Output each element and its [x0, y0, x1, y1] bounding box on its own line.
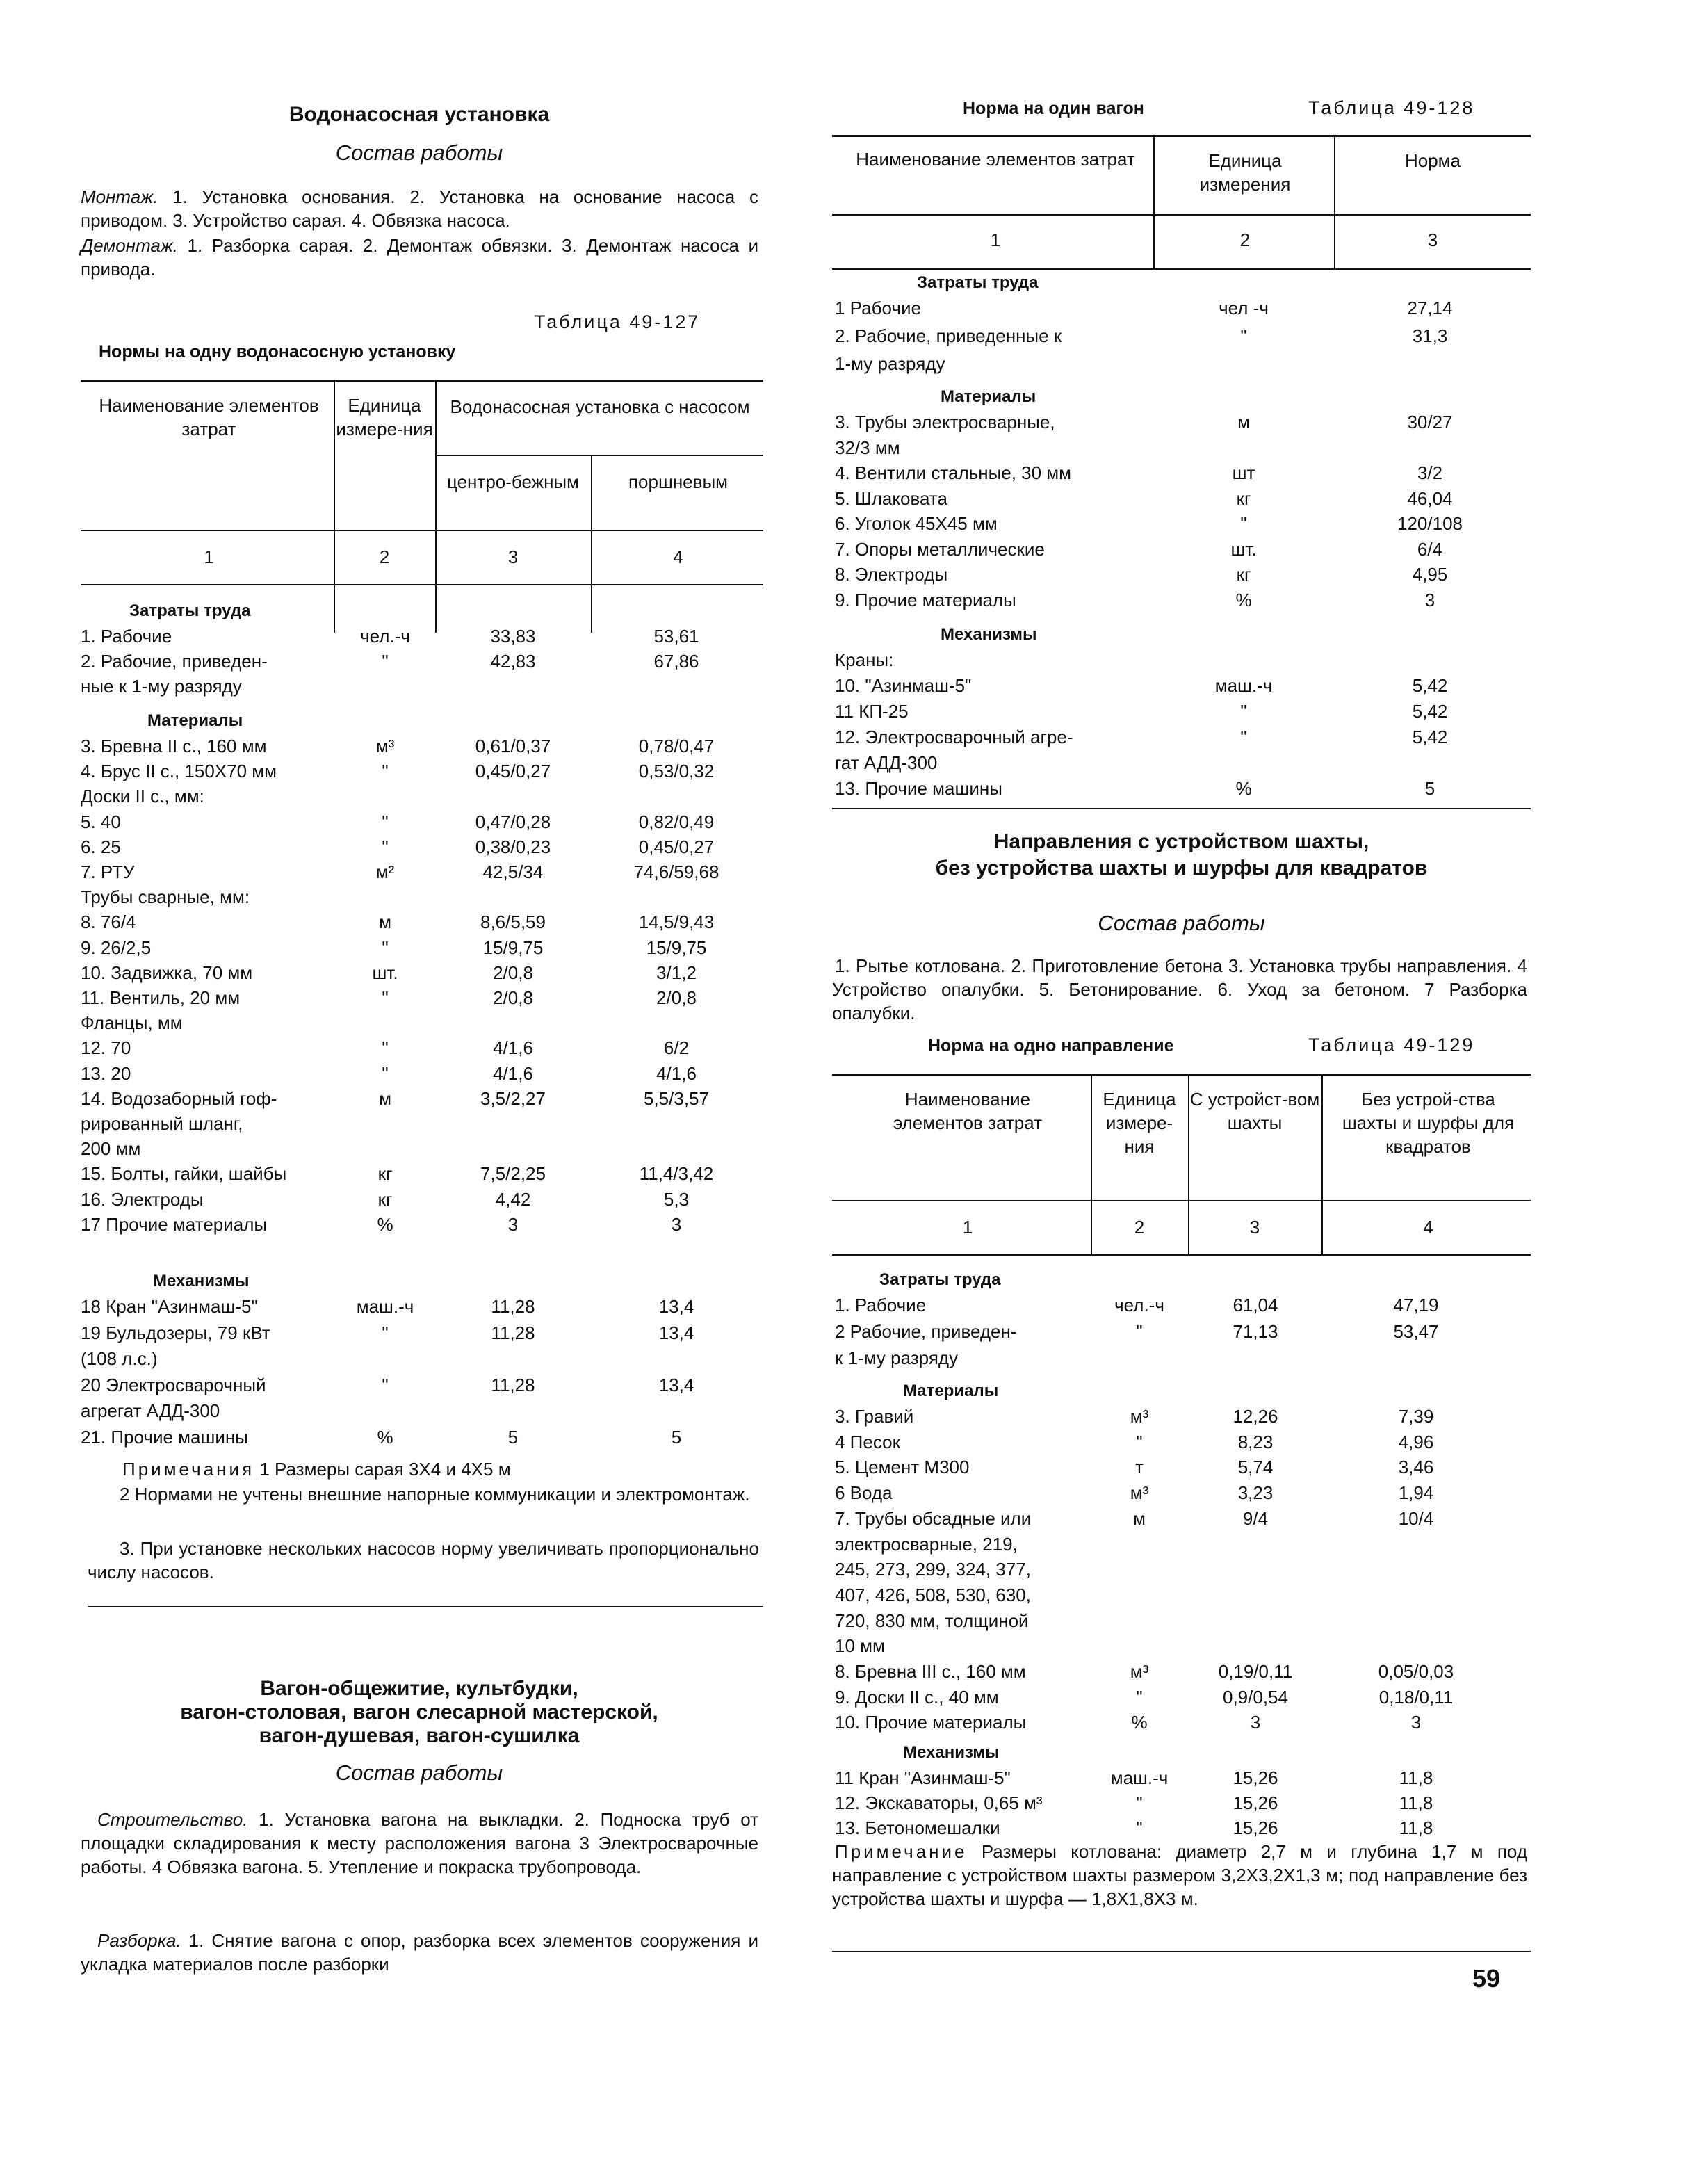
t128-colnum-3: 3 — [1427, 229, 1438, 250]
t127-row-unit: чел.-ч — [360, 626, 410, 647]
t128-header-rule — [832, 214, 1531, 216]
t129-colnum-4: 4 — [1423, 1217, 1433, 1238]
t129-row-name: к 1-му разряду — [835, 1347, 959, 1368]
t129-row-without-shaft: 11,8 — [1399, 1767, 1433, 1788]
t127-row-piston: 67,86 — [653, 651, 699, 672]
left-divider — [88, 1606, 763, 1607]
t127-row-name: рированный шланг, — [81, 1113, 243, 1134]
montazh-text: 1. Установка основания. 2. Установка на основание насоса с приводом. 3. Устройство сарая. 4. Обвязка насоса. — [81, 186, 758, 231]
t129-row-with-shaft: 8,23 — [1237, 1431, 1274, 1452]
t127-row-name: 4. Брус II с., 150Х70 мм — [81, 761, 277, 782]
t127-row-unit: " — [382, 761, 389, 782]
razborka-text: 1. Снятие вагона с опор, разборка всех элементов сооружения и укладка материалов после разборки — [81, 1930, 758, 1975]
t129-top-rule — [832, 1074, 1531, 1076]
t127-colnum-2: 2 — [379, 546, 390, 567]
t129-note-label: Примечание — [835, 1841, 968, 1862]
t127-row-unit: " — [382, 987, 389, 1008]
t128-row-unit: " — [1240, 325, 1247, 346]
t129-vrule-3 — [1321, 1074, 1323, 1254]
t128-row-name: 10. "Азинмаш-5" — [835, 675, 972, 696]
t129-row-with-shaft: 15,26 — [1233, 1767, 1278, 1788]
t127-header-pump: Водонасосная установка с насосом — [450, 396, 750, 417]
table-129-caption: Норма на одно направление — [928, 1036, 1174, 1055]
t128-row-unit: " — [1240, 701, 1247, 722]
t128-row-unit: % — [1235, 589, 1252, 610]
table-127-ref: Таблица 49-127 — [534, 311, 701, 332]
t128-colnum-1: 1 — [990, 229, 1001, 250]
razborka-paragraph — [81, 1929, 758, 1976]
t129-row-name: 3. Гравий — [835, 1406, 914, 1427]
t127-row-centrifugal: 8,6/5,59 — [480, 912, 546, 933]
t127-row-name: 200 мм — [81, 1138, 141, 1160]
t127-row-piston: 0,53/0,32 — [638, 761, 715, 782]
t129-row-without-shaft: 10/4 — [1398, 1507, 1434, 1529]
t127-row-name: 20 Электросварочный — [81, 1374, 266, 1395]
t128-row-name: Краны: — [835, 649, 894, 670]
t127-header-rule — [81, 530, 763, 531]
t128-bottom-rule — [832, 808, 1531, 809]
t129-row-without-shaft: 1,94 — [1398, 1482, 1434, 1504]
t127-row-piston: 0,45/0,27 — [638, 836, 715, 857]
t129-header-rule — [832, 1200, 1531, 1201]
t127-header-piston: поршневым — [628, 471, 729, 492]
t127-row-unit: % — [377, 1427, 393, 1448]
t128-row-name: 8. Электроды — [835, 564, 948, 585]
demontazh-text: 1. Разборка сарая. 2. Демонтаж обвязки. 3. Демонтаж насоса и привода. — [81, 235, 758, 280]
t128-row-norm: 3/2 — [1417, 462, 1443, 483]
t129-row-with-shaft: 15,26 — [1233, 1792, 1278, 1813]
t127-row-centrifugal: 0,38/0,23 — [475, 836, 551, 857]
t128-section-machines: Механизмы — [941, 625, 1037, 644]
t127-row-name: 18 Кран "Азинмаш-5" — [81, 1296, 258, 1317]
table-129-ref: Таблица 49-129 — [1308, 1035, 1475, 1055]
t129-row-without-shaft: 7,39 — [1398, 1406, 1434, 1427]
t128-numbers-rule — [832, 268, 1531, 270]
t129-row-name: 1. Рабочие — [835, 1295, 927, 1315]
t127-header-unit: Единица измере-ния — [336, 395, 433, 439]
t127-row-centrifugal: 2/0,8 — [493, 987, 533, 1008]
page-number: 59 — [1472, 1964, 1501, 1993]
section-title-wagon-3: вагон-душевая, вагон-сушилка — [259, 1724, 580, 1747]
t127-row-name: Фланцы, мм — [81, 1012, 183, 1034]
t128-section-labor: Затраты труда — [917, 273, 1039, 292]
t129-colnum-2: 2 — [1134, 1217, 1145, 1238]
t129-row-name: 7. Трубы обсадные или — [835, 1507, 1032, 1529]
t127-row-piston: 13,4 — [658, 1322, 694, 1343]
t129-row-without-shaft: 53,47 — [1393, 1321, 1439, 1342]
t127-row-name: 10. Задвижка, 70 мм — [81, 962, 253, 983]
t127-row-name: 11. Вентиль, 20 мм — [81, 987, 241, 1008]
t127-row-piston: 0,82/0,49 — [638, 811, 715, 832]
t128-header-norm: Норма — [1404, 150, 1461, 171]
t129-row-name: 2 Рабочие, приведен- — [835, 1321, 1017, 1342]
t129-row-unit: " — [1136, 1431, 1143, 1452]
t128-row-name: 4. Вентили стальные, 30 мм — [835, 462, 1072, 483]
t129-row-unit: " — [1136, 1686, 1143, 1708]
t128-row-norm: 5,42 — [1412, 675, 1448, 696]
t128-row-unit: м — [1237, 412, 1250, 432]
t128-row-norm: 4,95 — [1412, 564, 1448, 585]
t127-row-piston: 13,4 — [658, 1296, 694, 1317]
t129-row-name: 4 Песок — [835, 1431, 900, 1452]
demontazh-paragraph — [81, 234, 758, 281]
t127-row-name: 14. Водозаборный гоф- — [81, 1087, 277, 1109]
t129-row-with-shaft: 71,13 — [1233, 1321, 1278, 1342]
table-127-caption: Нормы на одну водонасосную установку — [99, 342, 456, 362]
t127-row-centrifugal: 0,47/0,28 — [475, 811, 551, 832]
t128-row-name: 5. Шлаковата — [835, 487, 947, 509]
t129-row-unit: м³ — [1130, 1661, 1149, 1682]
montazh-label: Монтаж. — [81, 186, 158, 207]
t127-row-name: 3. Бревна II с., 160 мм — [81, 736, 267, 756]
razborka-label: Разборка. — [97, 1930, 181, 1951]
t127-row-name: Доски II с., мм: — [81, 786, 204, 807]
t127-row-piston: 3/1,2 — [656, 962, 697, 983]
t129-row-name: 10 мм — [835, 1635, 885, 1657]
t127-row-piston: 3 — [671, 1213, 682, 1235]
stroitelstvo-label: Строительство. — [97, 1809, 248, 1830]
t129-row-name: 5. Цемент М300 — [835, 1457, 970, 1478]
t128-row-unit: " — [1240, 513, 1247, 534]
t127-row-centrifugal: 42,83 — [490, 651, 536, 672]
t128-row-norm: 30/27 — [1407, 412, 1453, 432]
t127-row-name: 7. РТУ — [81, 861, 135, 882]
t127-row-name: 6. 25 — [81, 836, 121, 857]
t127-row-piston: 5,5/3,57 — [644, 1087, 709, 1109]
t127-row-name: (108 л.с.) — [81, 1348, 158, 1370]
t127-section-machines: Механизмы — [153, 1272, 250, 1290]
t127-row-piston: 6/2 — [663, 1037, 690, 1059]
t129-row-unit: маш.-ч — [1110, 1767, 1169, 1788]
t127-top-rule — [81, 380, 763, 382]
t127-note-1-text: 1 Размеры сарая 3Х4 и 4Х5 м — [254, 1459, 511, 1480]
t129-row-with-shaft: 5,74 — [1237, 1457, 1274, 1478]
t127-colnum-4: 4 — [673, 546, 683, 567]
t129-row-name: 245, 273, 299, 324, 377, — [835, 1559, 1031, 1580]
t128-row-unit: " — [1240, 727, 1247, 747]
t127-row-centrifugal: 0,45/0,27 — [475, 761, 551, 782]
t129-note — [832, 1840, 1527, 1911]
t128-row-unit: шт. — [1230, 538, 1257, 560]
t128-row-unit: % — [1235, 778, 1252, 799]
t127-row-unit: м³ — [375, 736, 395, 756]
t127-row-unit: м — [379, 1087, 391, 1109]
t129-row-without-shaft: 3 — [1410, 1712, 1422, 1733]
t127-row-name: 13. 20 — [81, 1062, 131, 1084]
t128-row-unit: кг — [1236, 564, 1251, 585]
t129-row-unit: т — [1135, 1457, 1144, 1478]
t128-row-name: 3. Трубы электросварные, — [835, 412, 1055, 432]
t129-row-without-shaft: 47,19 — [1393, 1295, 1439, 1315]
t128-row-norm: 5 — [1424, 778, 1435, 799]
t127-row-name: Трубы сварные, мм: — [81, 886, 250, 908]
t128-row-norm: 27,14 — [1407, 298, 1453, 318]
t127-row-centrifugal: 11,28 — [491, 1322, 535, 1343]
t129-row-without-shaft: 3,46 — [1398, 1457, 1434, 1478]
t127-row-centrifugal: 4/1,6 — [493, 1037, 533, 1059]
work-composition-heading: Состав работы — [335, 140, 503, 165]
t129-row-without-shaft: 11,8 — [1399, 1817, 1433, 1838]
t129-row-with-shaft: 61,04 — [1233, 1295, 1278, 1315]
section-title-wagon-2: вагон-столовая, вагон слесарной мастерской, — [180, 1701, 658, 1724]
t127-row-name: ные к 1-му разряду — [81, 676, 242, 697]
t128-row-name: 12. Электросварочный агре- — [835, 727, 1073, 747]
t129-row-with-shaft: 3 — [1250, 1712, 1261, 1733]
t128-colnum-2: 2 — [1239, 229, 1251, 250]
t127-row-unit: " — [382, 1322, 389, 1343]
section-title-pump: Водонасосная установка — [288, 103, 550, 126]
t127-note-1 — [122, 1457, 762, 1481]
t128-row-norm: 120/108 — [1397, 513, 1463, 534]
section-title-wagon-1: Вагон-общежитие, культбудки, — [260, 1677, 578, 1700]
t129-row-unit: чел.-ч — [1114, 1295, 1164, 1315]
t128-header-name: Наименование элементов затрат — [856, 149, 1135, 170]
t128-row-norm: 31,3 — [1412, 325, 1448, 346]
t127-row-centrifugal: 2/0,8 — [493, 962, 533, 983]
t129-row-without-shaft: 0,18/0,11 — [1378, 1686, 1454, 1708]
t129-row-unit: м³ — [1130, 1406, 1149, 1427]
t128-row-norm: 5,42 — [1412, 701, 1448, 722]
t128-top-rule — [832, 135, 1531, 137]
t129-section-labor: Затраты труда — [879, 1270, 1001, 1289]
t128-row-unit: чел -ч — [1219, 298, 1269, 318]
t127-row-unit: " — [382, 1374, 389, 1395]
t127-row-piston: 5,3 — [663, 1188, 690, 1210]
t129-row-without-shaft: 11,8 — [1399, 1792, 1433, 1813]
t127-row-centrifugal: 0,61/0,37 — [475, 736, 551, 756]
t127-row-unit: " — [382, 1062, 389, 1084]
t127-row-name: 8. 76/4 — [81, 912, 136, 933]
t129-row-name: 9. Доски II с., 40 мм — [835, 1686, 999, 1708]
demontazh-label: Демонтаж. — [81, 235, 179, 256]
t127-row-piston: 11,4/3,42 — [639, 1163, 714, 1185]
t127-colnum-1: 1 — [204, 546, 214, 567]
t129-row-with-shaft: 0,19/0,11 — [1218, 1661, 1293, 1682]
t127-section-materials: Материалы — [147, 711, 243, 730]
t129-row-name: 13. Бетономешалки — [835, 1817, 1000, 1838]
t127-section-labor: Затраты труда — [129, 601, 251, 620]
t127-row-piston: 5 — [671, 1427, 682, 1448]
t128-row-norm: 6/4 — [1417, 538, 1443, 560]
t127-row-name: 5. 40 — [81, 811, 121, 832]
t127-row-piston: 15/9,75 — [646, 937, 707, 958]
t127-row-centrifugal: 11,28 — [491, 1374, 535, 1395]
table-128-caption: Норма на один вагон — [963, 99, 1144, 118]
t127-row-centrifugal: 3 — [507, 1213, 519, 1235]
t127-row-name: 16. Электроды — [81, 1188, 204, 1210]
t127-row-unit: шт. — [372, 962, 398, 983]
t129-row-without-shaft: 0,05/0,03 — [1378, 1661, 1454, 1682]
t127-row-unit: % — [377, 1213, 393, 1235]
t127-row-unit: " — [382, 811, 389, 832]
t128-vrule-2 — [1334, 135, 1335, 268]
t127-row-piston: 13,4 — [658, 1374, 694, 1395]
t129-row-unit: " — [1136, 1321, 1143, 1342]
t127-row-name: 2. Рабочие, приведен- — [81, 651, 268, 672]
t127-row-name: 1. Рабочие — [81, 626, 172, 647]
t129-row-unit: % — [1131, 1712, 1148, 1733]
work-composition-heading-3: Состав работы — [1098, 911, 1265, 935]
t128-row-norm: 3 — [1424, 589, 1435, 610]
t128-row-norm: 5,42 — [1412, 727, 1448, 747]
t128-row-name: 1-му разряду — [835, 353, 945, 374]
t127-header-centrifugal: центро-бежным — [447, 471, 579, 492]
t127-row-unit: " — [382, 937, 389, 958]
t127-numbers-rule — [81, 584, 763, 585]
t127-row-unit: м — [379, 912, 391, 933]
t127-row-name: 17 Прочие материалы — [81, 1213, 268, 1235]
t127-vrule-3 — [591, 455, 592, 633]
t127-row-name: агрегат АДД-300 — [81, 1400, 220, 1422]
t129-row-name: 12. Экскаваторы, 0,65 м³ — [835, 1792, 1043, 1813]
t129-row-with-shaft: 15,26 — [1233, 1817, 1278, 1838]
t129-row-without-shaft: 4,96 — [1398, 1431, 1434, 1452]
t127-note-label: Примечания — [122, 1459, 255, 1480]
t129-header-name: Наименование элементов затрат — [893, 1089, 1043, 1133]
t127-row-unit: маш.-ч — [356, 1296, 414, 1317]
stroitelstvo-text: 1. Установка вагона на выкладки. 2. Подноска труб от площадки складирования к месту расположения вагона 3 Электросварочные работы. 4 Обвязка вагона. 5. Утепление и покраска трубопровода. — [81, 1809, 758, 1877]
t127-row-piston: 14,5/9,43 — [638, 912, 715, 933]
direction-work-text: 1. Рытье котлована. 2. Приготовление бетона 3. Установка трубы направления. 4 Устройство опалубки. 5. Бетонирование. 6. Уход за бетоном. 7 Разборка опалубки. — [832, 955, 1527, 1023]
t128-row-name: 13. Прочие машины — [835, 778, 1002, 799]
t129-note-text: Размеры котлована: диаметр 2,7 м и глубина 1,7 м под направление с устройством шахты размером 3,2Х3,2Х1,3 м; под направление без устройства шахты и шурфа — 1,8Х1,8Х3 м. — [832, 1841, 1527, 1909]
t128-row-name: 9. Прочие материалы — [835, 589, 1016, 610]
t129-row-with-shaft: 9/4 — [1242, 1507, 1269, 1529]
t129-row-unit: " — [1136, 1817, 1143, 1838]
t129-numbers-rule — [832, 1254, 1531, 1256]
t129-row-unit: " — [1136, 1792, 1143, 1813]
t127-row-centrifugal: 11,28 — [491, 1296, 535, 1317]
t129-row-unit: м — [1133, 1507, 1146, 1529]
t127-row-centrifugal: 3,5/2,27 — [480, 1087, 546, 1109]
t128-row-name: 1 Рабочие — [835, 298, 921, 318]
t128-row-unit: маш.-ч — [1214, 675, 1273, 696]
t129-row-with-shaft: 12,26 — [1233, 1406, 1278, 1427]
t127-row-centrifugal: 7,5/2,25 — [480, 1163, 546, 1185]
stroitelstvo-paragraph — [81, 1808, 758, 1879]
t129-row-unit: м³ — [1130, 1482, 1149, 1504]
t127-row-piston: 0,78/0,47 — [638, 736, 715, 756]
t127-row-centrifugal: 4/1,6 — [493, 1062, 533, 1084]
t128-row-norm: 46,04 — [1407, 487, 1453, 509]
t127-row-name: 21. Прочие машины — [81, 1427, 248, 1448]
t129-row-name: 407, 426, 508, 530, 630, — [835, 1584, 1031, 1605]
t128-row-unit: кг — [1236, 487, 1251, 509]
section-title-direction-2: без устройства шахты и шурфы для квадратов — [935, 857, 1428, 880]
t129-section-materials: Материалы — [903, 1382, 999, 1400]
t127-row-name: 19 Бульдозеры, 79 кВт — [81, 1322, 270, 1343]
t127-row-name: 12. 70 — [81, 1037, 131, 1059]
t128-row-name: 2. Рабочие, приведенные к — [835, 325, 1062, 346]
t127-header-name: Наименование элементов затрат — [99, 395, 319, 439]
table-128-ref: Таблица 49-128 — [1308, 97, 1475, 118]
t129-header-with-shaft: С устройст-вом шахты — [1189, 1089, 1320, 1133]
t127-row-name: 9. 26/2,5 — [81, 937, 152, 958]
t128-header-unit: Единица измерения — [1199, 150, 1291, 195]
t129-header-unit: Единица измере-ния — [1103, 1089, 1176, 1157]
t127-sub-rule — [437, 455, 763, 456]
t129-row-name: 8. Бревна III с., 160 мм — [835, 1661, 1026, 1682]
t129-header-without-shaft: Без устрой-ства шахты и шурфы для квадратов — [1342, 1089, 1515, 1157]
t128-vrule-1 — [1153, 135, 1155, 268]
t127-row-centrifugal: 5 — [507, 1427, 519, 1448]
t127-row-unit: " — [382, 651, 389, 672]
t128-row-unit: шт — [1232, 462, 1255, 483]
t127-row-piston: 74,6/59,68 — [633, 861, 719, 882]
t127-row-piston: 2/0,8 — [656, 987, 697, 1008]
right-divider — [832, 1951, 1531, 1952]
t129-row-name: 10. Прочие материалы — [835, 1712, 1027, 1733]
t127-vrule-2 — [435, 380, 437, 633]
t127-row-centrifugal: 4,42 — [495, 1188, 531, 1210]
t127-row-name: 15. Болты, гайки, шайбы — [81, 1163, 287, 1185]
t129-row-name: 11 Кран "Азинмаш-5" — [835, 1767, 1011, 1788]
t128-row-name: 11 КП-25 — [835, 701, 909, 722]
t127-colnum-3: 3 — [507, 546, 519, 567]
t129-row-with-shaft: 3,23 — [1237, 1482, 1274, 1504]
t127-note-3: 3. При установке нескольких насосов норму увеличивать пропорционально числу насосов. — [88, 1538, 759, 1582]
t127-row-unit: кг — [377, 1188, 393, 1210]
t127-note-2: 2 Нормами не учтены внешние напорные коммуникации и электромонтаж. — [120, 1484, 750, 1505]
t129-colnum-3: 3 — [1249, 1217, 1260, 1238]
t129-row-name: электросварные, 219, — [835, 1533, 1018, 1555]
t129-row-name: 6 Вода — [835, 1482, 893, 1504]
t127-row-unit: кг — [377, 1163, 393, 1185]
section-title-direction-1: Направления с устройством шахты, — [993, 830, 1369, 853]
t127-row-piston: 53,61 — [653, 626, 699, 647]
t127-row-piston: 4/1,6 — [656, 1062, 697, 1084]
t128-row-name: 6. Уголок 45Х45 мм — [835, 513, 998, 534]
t129-row-with-shaft: 0,9/0,54 — [1223, 1686, 1288, 1708]
t129-colnum-1: 1 — [962, 1217, 973, 1238]
t128-row-name: гат АДД-300 — [835, 752, 938, 773]
t128-row-name: 32/3 мм — [835, 437, 900, 458]
t127-row-centrifugal: 42,5/34 — [482, 861, 544, 882]
t128-row-name: 7. Опоры металлические — [835, 538, 1045, 560]
montazh-paragraph — [81, 185, 758, 232]
t129-section-machines: Механизмы — [903, 1743, 1000, 1762]
t127-row-unit: " — [382, 1037, 389, 1059]
t127-row-unit: " — [382, 836, 389, 857]
work-composition-heading-2: Состав работы — [335, 1760, 503, 1785]
t127-row-unit: м² — [375, 861, 395, 882]
t129-row-name: 720, 830 мм, толщиной — [835, 1610, 1029, 1631]
t127-row-centrifugal: 33,83 — [490, 626, 536, 647]
t127-row-centrifugal: 15/9,75 — [482, 937, 544, 958]
t128-section-materials: Материалы — [941, 387, 1036, 406]
